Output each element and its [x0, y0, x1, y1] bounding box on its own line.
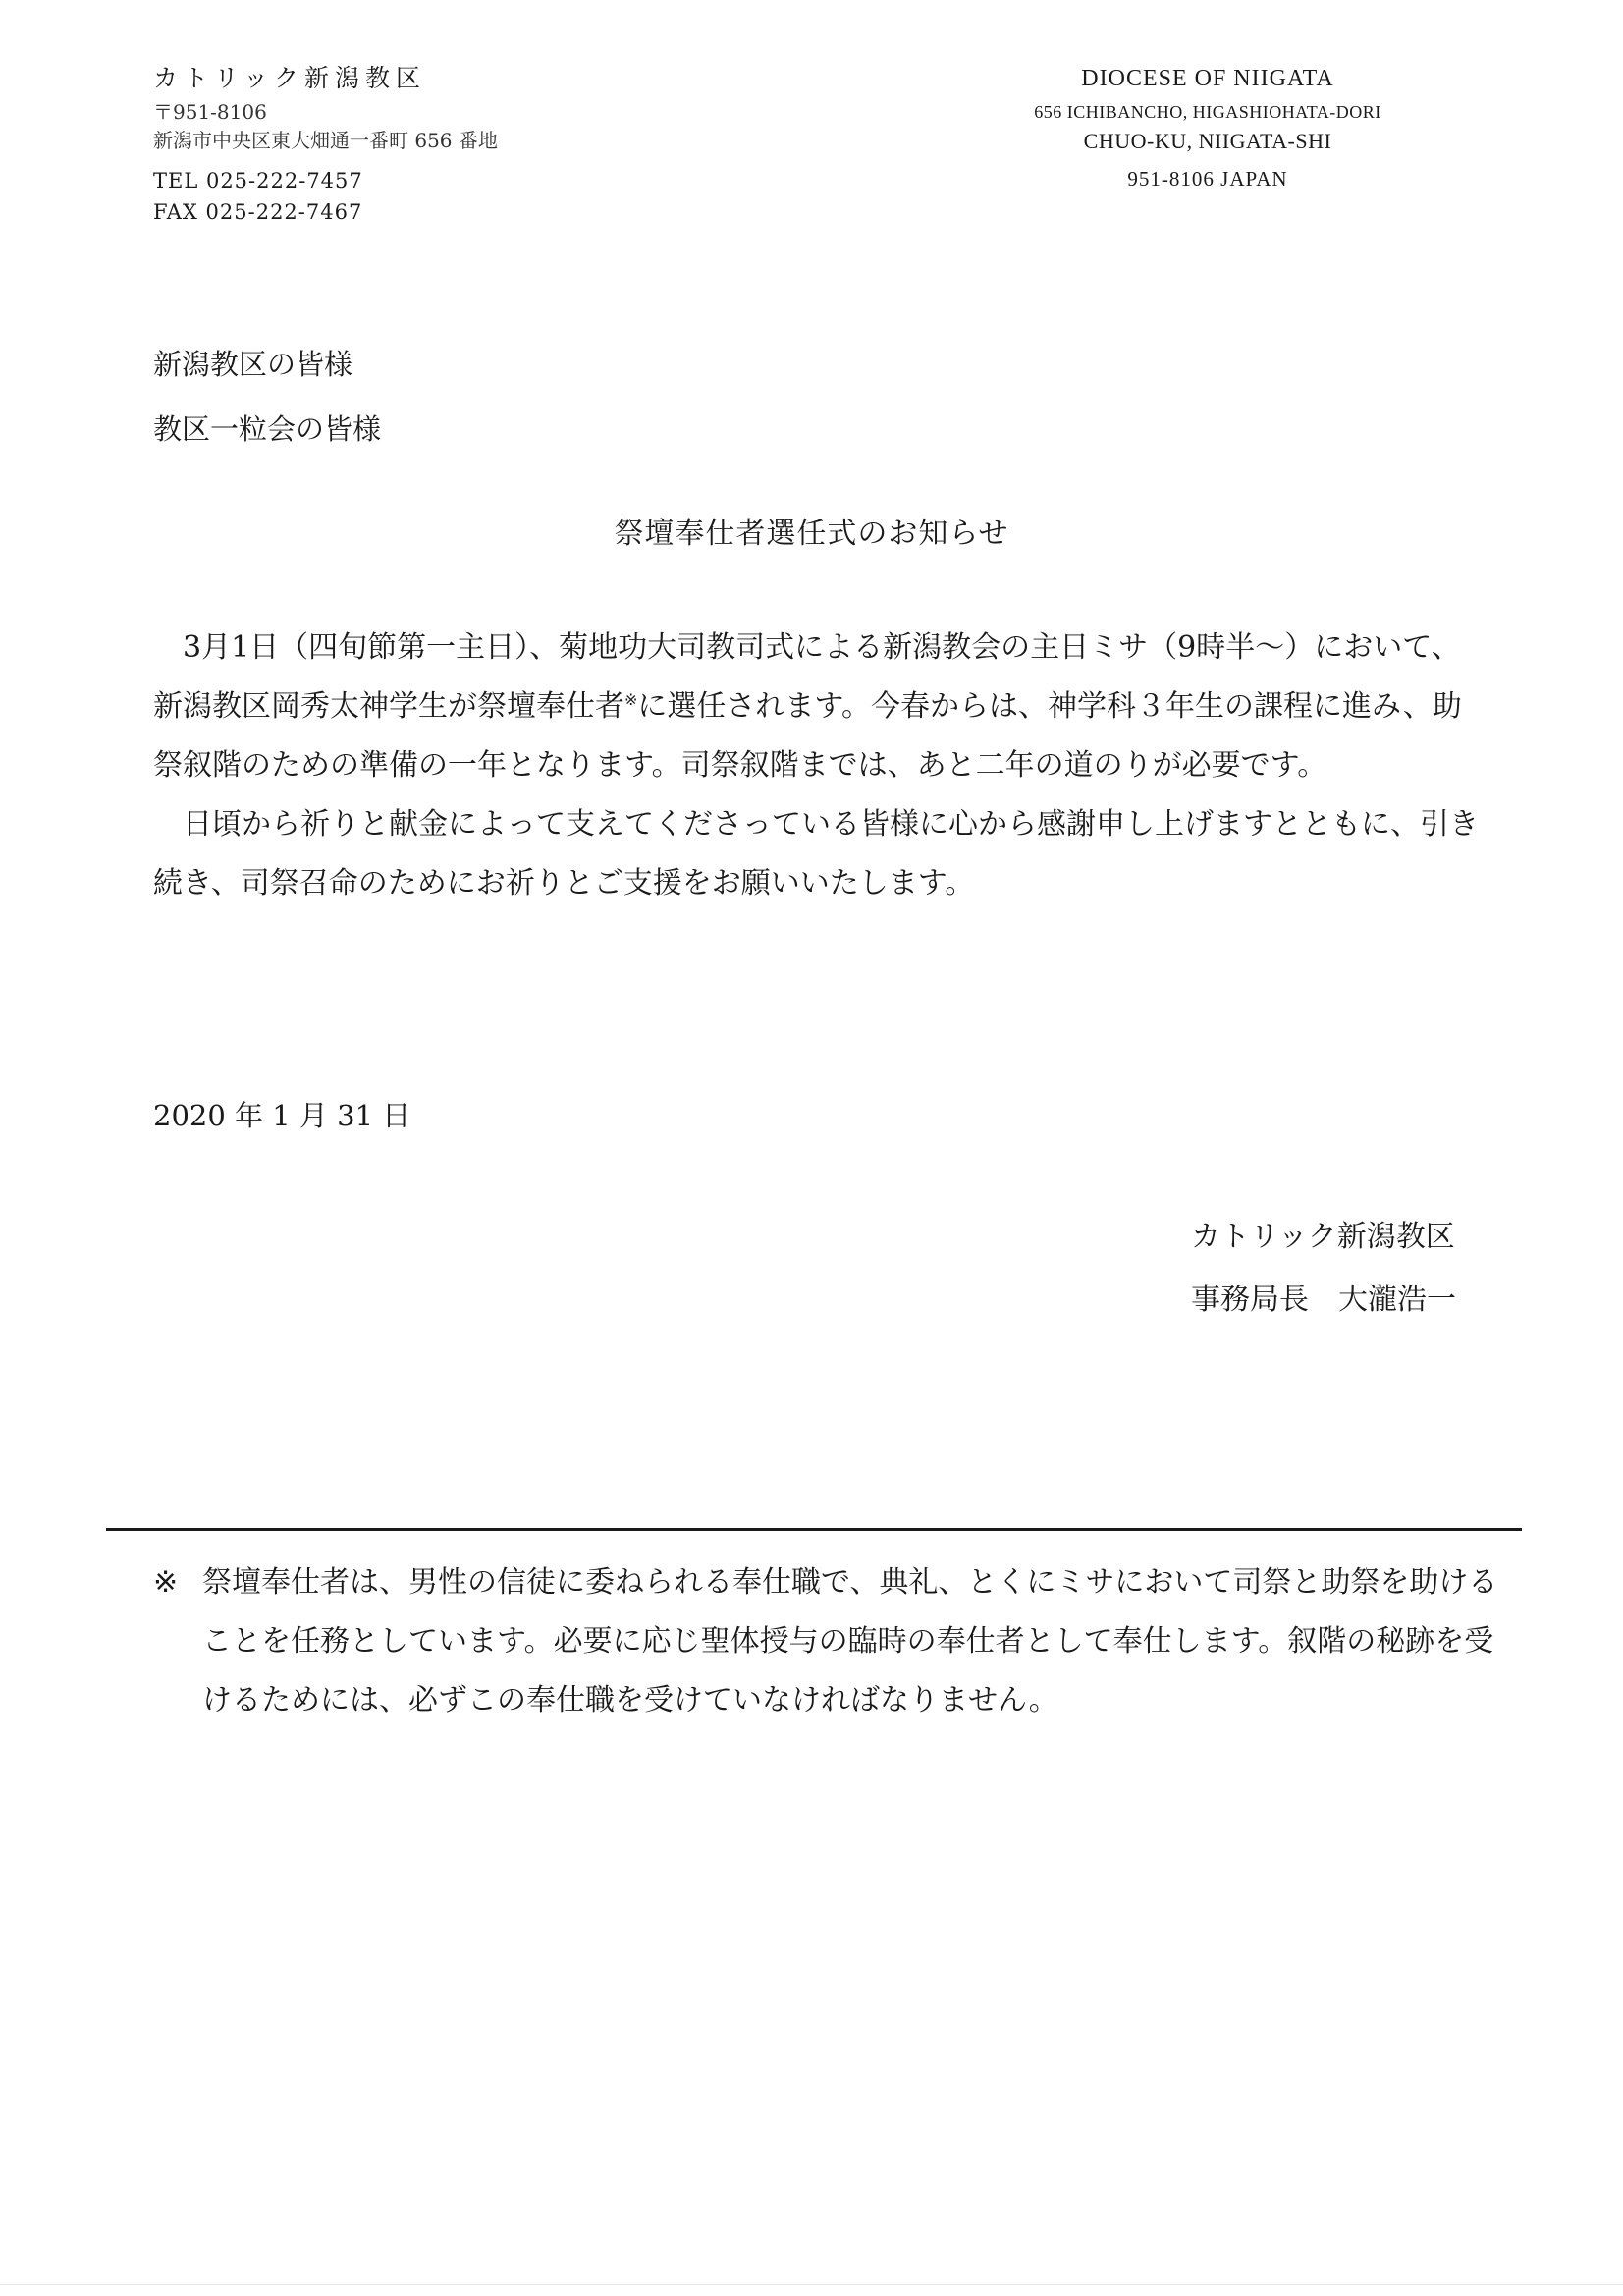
addressee-1: 新潟教区の皆様: [153, 348, 353, 381]
document-title: 祭壇奉仕者選任式のお知らせ: [614, 517, 1009, 551]
signature-title: 事務局長: [1191, 1283, 1309, 1317]
letterhead-address-ja: 新潟市中央区東大畑通一番町 656 番地: [153, 129, 498, 152]
letterhead-contact: [153, 165, 664, 228]
footnote-mark: ※: [153, 1565, 179, 1600]
letterhead-address-en-3: 951-8106 JAPAN: [1127, 167, 1288, 191]
letter-date: 2020 年 1 月 31 日: [153, 1099, 411, 1132]
footnote-text: 祭壇奉仕者は、男性の信徒に委ねられる奉仕職で、典礼、とくにミサにおいて司祭と助祭を助けることを任務としています。必要に応じ聖体授与の臨時の奉仕者として奉仕します。叙階の秘跡を受けるためには、必ずこの奉仕職を受けていなければなりません。: [202, 1565, 1498, 1718]
body-paragraph-2: 日頃から祈りと献金によって支えてくださっている皆様に心から感謝申し上げますとともに、引き続き、司祭召命のためにお祈りとご支援をお願いいたします。: [153, 807, 1479, 901]
footnote: [153, 1554, 1508, 1730]
scan-edge-line: [0, 2284, 1623, 2285]
addressee-2: 教区一粒会の皆様: [153, 412, 382, 446]
body-p1-after-note: に選任されます。今春からは、神学科３年生の課程に進み、助祭叙階のための準備の一年となります。司祭叙階までは、あと二年の道のりが必要です。: [153, 689, 1462, 783]
signature-line: [1191, 1269, 1456, 1332]
letterhead-english: [982, 59, 1434, 200]
body-text: [153, 619, 1488, 913]
letterhead-fax: FAX 025-222-7467: [153, 200, 363, 224]
letterhead-org-en: DIOCESE OF NIIGATA: [1081, 66, 1334, 91]
letterhead-address-en-1: 656 ICHIBANCHO, HIGASHIOHATA-DORI: [1034, 102, 1381, 122]
signature-block: [1191, 1206, 1456, 1332]
body-p1-before-note: 3月1日（四旬節第一主日）、菊地功大司教司式による新潟教会の主日ミサ（9時半～）において、新潟教区岡秀太神学生が祭壇奉仕者: [153, 630, 1461, 724]
signature-org: カトリック新潟教区: [1191, 1220, 1455, 1254]
letterhead-tel: TEL 025-222-7457: [153, 169, 363, 192]
body-paragraph-1: [153, 619, 1488, 795]
footnote-divider: [106, 1528, 1522, 1531]
letterhead-address-en-2: CHUO-KU, NIIGATA-SHI: [1083, 129, 1332, 153]
addressees: [153, 332, 381, 462]
letterhead-japanese: [153, 59, 664, 228]
signature-name: 大瀧浩一: [1338, 1283, 1456, 1317]
note-reference-mark: ※: [624, 690, 638, 709]
letterhead-org-ja: カトリック新潟教区: [153, 64, 427, 92]
letterhead-postal-code: 〒951-8106: [153, 100, 267, 124]
